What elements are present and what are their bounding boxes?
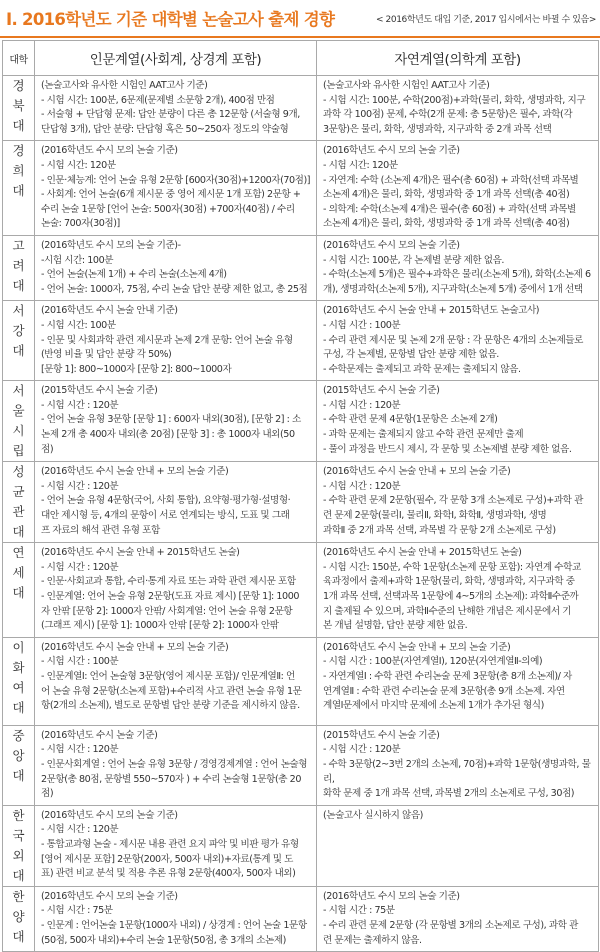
humanities-line: - 언어 논술(논제 1개) + 수리 논술(소논제 4개) [41, 269, 227, 281]
humanities-cell [35, 76, 317, 141]
natural-line: 육과정에서 출제+과학 1문항(물리, 화학, 생명과학, 지구과학 중 [323, 576, 575, 588]
natural-line: 3문항)은 물리, 화학, 생명과학, 지구과학 중 2개 과목 선택 [323, 123, 552, 135]
natural-line: - 수리 관련 문제 2문항 (각 문항별 3개의 소논제로 구성), 과학 관 [323, 920, 578, 931]
university-name-char: 려 [12, 257, 25, 273]
humanities-cell [35, 462, 317, 543]
natural-line: (2015학년도 수시 논술 기준) [323, 729, 440, 741]
university-name-char: 대 [12, 277, 25, 293]
humanities-line: - 시험 시간 : 120분 [41, 561, 119, 573]
university-name-char: 중 [12, 727, 25, 743]
natural-cell [317, 725, 599, 805]
university-name [3, 76, 35, 141]
comparison-table [2, 40, 599, 952]
table-body [3, 76, 599, 952]
title-note: < 2016학년도 대입 기준, 2017 입시에서는 바뀔 수 있음> [375, 14, 596, 25]
header-natural: 자연계열(의학계 포함) [317, 41, 599, 76]
humanities-cell [35, 805, 317, 886]
humanities-line: (2016학년도 수시 논술 안내 + 2015학년도 논술) [41, 547, 240, 559]
humanities-line: 수리 논술 1문항 [언어 논술: 500자(30점) +700자(40점) / 수리 [41, 203, 295, 215]
natural-line: 구성, 각 논제별, 문항별 답안 분량 제한 없음. [323, 349, 499, 361]
humanities-line: [영어 제시문 포함] 2문항(200자, 500자 내외)+자료(통계 및 도 [41, 853, 293, 865]
humanities-line: [문항 1]: 800~1000자 [문항 2]: 800~1000자 [41, 363, 232, 375]
university-name-char: 서 [12, 383, 25, 399]
humanities-line: - 언어 논술 유형 4문항(국어, 사회 통합), 요약형·평가형·설명형· [41, 495, 291, 507]
university-name-char: 서 [12, 303, 25, 319]
natural-line: 지 출제될 수 있으며, 과학Ⅱ수준의 난해한 개념은 제시문에서 기 [323, 605, 572, 617]
university-name-char: 희 [12, 163, 25, 179]
humanities-line: (2016학년도 수시 모의 논술 기준) [41, 145, 178, 157]
natural-line: - 시험 시간: 150분, 수학 1문항(소논제 문항 포함): 자연계 수학교 [323, 561, 581, 573]
humanities-line: -시험 시간: 100분 [41, 254, 114, 266]
university-name-char: 대 [12, 928, 25, 944]
university-name [3, 805, 35, 886]
natural-line: - 수학(소논제 5개)은 필수+과학은 물리(소논제 5개), 화학(소논제 6 [323, 269, 591, 281]
humanities-line: 자 안팎 [문항 2]: 1000자 안팎/ 사회계열: 언어 논술 유형 2문항 [41, 605, 293, 617]
title-bar [0, 0, 600, 38]
humanities-line: (2016학년도 수시 모의 논술 기준)- [41, 239, 181, 251]
humanities-line: 어 논술 유형 2문항(소논제 포함)+수리적 사고 관련 논술 유형 1문 [41, 685, 302, 697]
humanities-line: (논술고사와 유사한 시험인 AAT고사 기준) [41, 80, 208, 91]
table-row [3, 637, 599, 725]
natural-cell [317, 543, 599, 638]
university-name-char: 대 [12, 118, 25, 133]
university-name-char: 고 [12, 237, 25, 253]
humanities-line: 단답형 3개), 답안 분량: 단답형 혹은 50~250자 정도의 약술형 [41, 123, 289, 135]
university-name [3, 543, 35, 638]
natural-line: - 수학문제는 출제되고 과학 문제는 출제되지 않음. [323, 363, 521, 375]
humanities-line: (2016학년도 수시 모의 논술 기준) [41, 809, 178, 821]
natural-line: - 시험 시간: 120분 [323, 159, 398, 171]
university-name [3, 301, 35, 381]
humanities-line: - 인문사회계열 : 언어 논술 유형 3문항 / 경영경제계열 : 언어 논술형 [41, 759, 308, 771]
university-name-char: 대 [12, 183, 25, 199]
humanities-line: - 언어 논술 유형 3문항 [문항 1] : 600자 내외(30점), [문항 2] : 소 [41, 414, 301, 426]
natural-line: - 시험 시간 : 120분 [323, 399, 401, 411]
natural-cell [317, 637, 599, 725]
humanities-line: - 인문·사회교과 통합, 수리·통계 자료 또는 과학 관련 제시문 포함 [41, 576, 296, 588]
natural-line: - 자연계열Ⅰ : 수학 관련 수리논술 문제 3문항(총 8개 소논제)/ 자 [323, 671, 572, 683]
humanities-line: - 시험 시간 : 120분 [41, 824, 119, 836]
natural-cell [317, 301, 599, 381]
table-header-row [3, 41, 599, 76]
natural-line: - 시험 시간: 100분, 수학(200점)+과학(물리, 화학, 생명과학, 지구 [323, 94, 586, 106]
university-name [3, 886, 35, 951]
natural-line: - 수학 관련 문제 4문항(1문항은 소논제 2개) [323, 414, 498, 426]
university-name-char: 외 [12, 847, 25, 863]
university-name-char: 울 [12, 403, 25, 419]
natural-line: - 시험 시간 : 100분 [323, 319, 401, 331]
natural-line: 개), 생명과학(소논제 5개), 지구과학(소논제 5개) 중에서 1개 선택 [323, 283, 583, 295]
natural-cell [317, 886, 599, 951]
university-name [3, 141, 35, 236]
natural-line: 과학 각 100점) 문제, 수학(2개 문제: 총 5문항)은 필수, 과학(각 [323, 109, 573, 121]
natural-line: - 시험 시간 : 100분(자연계열Ⅰ), 120분(자연계열Ⅱ-의예) [323, 656, 543, 668]
natural-line: - 풀이 과정을 반드시 제시, 각 문항 및 소논제별 분량 제한 없음. [323, 443, 572, 455]
university-name-char: 대 [12, 343, 25, 359]
university-name-char: 경 [12, 143, 25, 159]
natural-line: 소논제 4개)은 물리, 화학, 생명과학 중 1개 과목 선택(총 40점) [323, 218, 570, 230]
natural-line: 1개 과목 선택, 선택과목 1문항에 4~5개의 소논제): 과학Ⅱ수준까 [323, 591, 579, 603]
humanities-line: - 인문·체능계: 언어 논술 유형 2문항 [600자(30점)+1200자(70점)] [41, 174, 311, 186]
header-humanities: 인문계열(사회계, 상경계 포함) [35, 41, 317, 76]
natural-line: - 시험 시간 : 120분 [323, 744, 401, 756]
university-name-char: 양 [12, 908, 25, 924]
humanities-cell [35, 141, 317, 236]
humanities-cell [35, 235, 317, 300]
table-row [3, 76, 599, 141]
natural-line: 화학 문제 중 1개 과목 선택, 과목별 2개의 소논제로 구성, 30점) [323, 788, 575, 800]
natural-cell [317, 805, 599, 886]
humanities-line: - 시험 시간 : 120분 [41, 480, 119, 492]
natural-line: - 수학 관련 문제 2문항(필수, 각 문항 3개 소논제로 구성)+과학 관 [323, 495, 583, 507]
natural-line: - 시험 시간: 100분, 각 논제별 분량 제한 없음. [323, 254, 505, 266]
university-name-char: 국 [12, 827, 25, 843]
humanities-line: 논술: 700자(30점)] [41, 218, 120, 230]
humanities-cell [35, 543, 317, 638]
header-university: 대학 [3, 41, 35, 76]
natural-line: 본 개념 설명함, 답안 분량 제한 없음. [323, 620, 468, 632]
university-name-char: 화 [12, 659, 25, 675]
natural-line: - 자연계: 수학 (소논제 4개)은 필수(총 60점) + 과학(선택 과목별 [323, 174, 579, 186]
natural-line: 계열Ⅰ문제에서 마지막 문제에 소논제 1개가 추가된 형식) [323, 700, 544, 712]
university-name-char: 대 [12, 867, 25, 883]
natural-line: (논술고사와 유사한 시험인 AAT고사 기준) [323, 80, 490, 91]
university-name-char: 앙 [12, 747, 25, 763]
natural-line: (2016학년도 수시 모의 논술 기준) [323, 890, 460, 902]
university-name-char: 경 [12, 78, 25, 93]
humanities-line: - 인문계 : 언어논술 1문항(1000자 내외) / 상경계 : 언어 논술 1문항 [41, 920, 307, 931]
humanities-line: 점) [41, 443, 54, 455]
humanities-line: (그래프 제시) [문항 1]: 1000자 안팎 [문항 2]: 1000자 안팎 [41, 620, 279, 632]
university-name-char: 한 [12, 888, 25, 904]
natural-line: 련 문제는 출제하지 않음. [323, 934, 422, 946]
humanities-line: - 사회계: 언어 논술(6개 제시문 중 영어 제시문 1개 포함) 2문항 + [41, 189, 301, 201]
university-name-char: 세 [12, 565, 25, 581]
humanities-line: - 서술형 + 단답형 문제: 답안 분량이 다른 총 12문항 (서술형 9개, [41, 109, 300, 121]
natural-line: - 시험 시간 : 75분 [323, 905, 395, 917]
natural-cell [317, 381, 599, 462]
page-title: Ⅰ. 2016학년도 기준 대학별 논술고사 출제 경향 [6, 10, 335, 29]
university-name [3, 462, 35, 543]
humanities-line: - 시험 시간 : 75분 [41, 905, 113, 917]
university-name-char: 연 [12, 545, 25, 561]
humanities-cell [35, 381, 317, 462]
natural-cell [317, 235, 599, 300]
university-name [3, 637, 35, 725]
university-name-char: 여 [12, 679, 25, 695]
humanities-line: - 시험 시간 : 100분 [41, 656, 119, 668]
humanities-cell [35, 301, 317, 381]
table-row [3, 886, 599, 951]
humanities-line: 항(2개의 소논제), 별도로 문항별 답안 분량 기준을 제시하지 않음. [41, 700, 300, 712]
natural-line: (2016학년도 수시 논술 안내 + 모의 논술 기준) [323, 641, 511, 653]
humanities-line: - 인문계열Ⅰ: 언어 논술형 3문항(영어 제시문 포함)/ 인문계열Ⅱ: 언 [41, 671, 295, 683]
humanities-line: - 언어 논술: 1000자, 75점, 수리 논술 답안 분량 제한 없고, 총 25점 [41, 283, 308, 295]
humanities-line: - 인문 및 사회과학 관련 제시문과 논제 2개 문항: 언어 논술 유형 [41, 334, 293, 346]
humanities-line: (2016학년도 수시 논술 기준) [41, 729, 158, 741]
university-name-char: 성 [12, 464, 25, 480]
university-name [3, 235, 35, 300]
university-name-char: 시 [12, 423, 25, 439]
humanities-cell [35, 725, 317, 805]
humanities-cell [35, 637, 317, 725]
humanities-line: (2016학년도 수시 모의 논술 기준) [41, 890, 178, 902]
natural-line: (2016학년도 수시 논술 안내 + 모의 논술 기준) [323, 466, 511, 478]
table-row [3, 381, 599, 462]
natural-line: (논술고사 실시하지 않음) [323, 809, 423, 821]
table-row [3, 725, 599, 805]
natural-line: (2016학년도 수시 모의 논술 기준) [323, 145, 460, 157]
humanities-line: 논제 2개 총 400자 내외(총 20점) [문항 3] : 총 1000자 내외(50 [41, 429, 295, 441]
university-name-char: 균 [12, 484, 25, 500]
humanities-line: - 시험 시간: 120분 [41, 159, 116, 171]
natural-line: (2016학년도 수시 논술 안내 + 2015학년도 논술고사) [323, 305, 540, 317]
natural-cell [317, 141, 599, 236]
humanities-line: - 통합교과형 논술 - 제시문 내용 관련 요지 파악 및 비판 평가 유형 [41, 839, 299, 850]
natural-line: - 수리 관련 제시문 및 논제 2개 문항 : 각 문항은 4개의 소논제들로 [323, 334, 583, 346]
university-name-char: 대 [12, 699, 25, 715]
humanities-line: (2016학년도 수시 논술 안내 + 모의 논술 기준) [41, 466, 229, 478]
university-name-char: 대 [12, 524, 25, 540]
university-name-char: 대 [12, 767, 25, 783]
natural-line: (2016학년도 수시 모의 논술 기준) [323, 239, 460, 251]
natural-line: 연계열Ⅱ : 수학 관련 수리논술 문제 3문항(총 9개 소논제. 자연 [323, 685, 565, 697]
table-row [3, 141, 599, 236]
table-row [3, 301, 599, 381]
natural-line: 과학Ⅱ 중 2개 과목 선택, 과목별 각 문항 2개 소논제로 구성) [323, 524, 556, 536]
humanities-line: - 인문계열: 언어 논술 유형 2문항(도표 자료 제시) [문항 1]: 1000 [41, 591, 300, 603]
humanities-line: 2문항(총 80점, 문항별 550~570자 ) + 수리 논술형 1문항(총 20점) [41, 773, 301, 800]
university-name-char: 대 [12, 585, 25, 601]
natural-line: (2015학년도 수시 논술 기준) [323, 385, 440, 397]
humanities-line: - 시험 시간: 100분 [41, 319, 116, 331]
university-name [3, 725, 35, 805]
university-name-char: 한 [12, 807, 25, 823]
natural-line: - 수학 3문항(2~3번 2개의 소논제, 70점)+과학 1문항(생명과학, 물리, [323, 759, 591, 785]
humanities-line: 프 자료의 해석 관련 유형 포함 [41, 524, 160, 536]
humanities-line: 대안 제시형 등, 4개의 문항이 서로 연계되는 방식, 도표 및 그래 [41, 510, 290, 522]
humanities-line: - 시험 시간 : 120분 [41, 399, 119, 411]
table-row [3, 462, 599, 543]
university-name-char: 강 [12, 323, 25, 339]
natural-line: - 시험 시간 : 120분 [323, 480, 401, 492]
table-row [3, 543, 599, 638]
natural-line: - 과학 문제는 출제되지 않고 수학 관련 문제만 출제 [323, 429, 524, 441]
humanities-line: - 시험 시간 : 120분 [41, 744, 119, 756]
humanities-line: (50점, 500자 내외)+수리 논술 1문항(50점, 총 3개의 소논제) [41, 934, 286, 946]
humanities-cell [35, 886, 317, 951]
humanities-line: - 시험 시간: 100분, 6문제(문제별 소문항 2개), 400점 만점 [41, 94, 275, 106]
natural-cell [317, 76, 599, 141]
university-name-char: 이 [12, 639, 25, 655]
humanities-line: 표) 관련 비교 분석 및 적용 추론 유형 2문항(400자, 500자 내외) [41, 868, 296, 880]
university-name [3, 381, 35, 462]
natural-line: - 의학계: 수학(소논제 4개)은 필수(총 60점) + 과학(선택 과목별 [323, 203, 576, 215]
natural-cell [317, 462, 599, 543]
natural-line: (2016학년도 수시 논술 안내 + 2015학년도 논술) [323, 547, 522, 559]
table-row [3, 805, 599, 886]
natural-line: 소논제 4개)은 물리, 화학, 생명과학 중 1개 과목 선택(총 40점) [323, 189, 570, 201]
humanities-line: (반영 비율 및 답안 분량 각 50%) [41, 349, 172, 361]
humanities-line: (2015학년도 수시 논술 기준) [41, 385, 158, 397]
humanities-line: (2016학년도 수시 논술 안내 + 모의 논술 기준) [41, 641, 229, 653]
humanities-line: (2016학년도 수시 논술 안내 기준) [41, 305, 178, 317]
natural-line: 련 문제 2문항(물리Ⅰ, 물리Ⅱ, 화학Ⅰ, 화학Ⅱ, 생명과학Ⅰ, 생명 [323, 510, 547, 522]
university-name-char: 립 [12, 443, 25, 459]
university-name-char: 북 [12, 98, 25, 113]
table-row [3, 235, 599, 300]
university-name-char: 관 [12, 504, 25, 520]
